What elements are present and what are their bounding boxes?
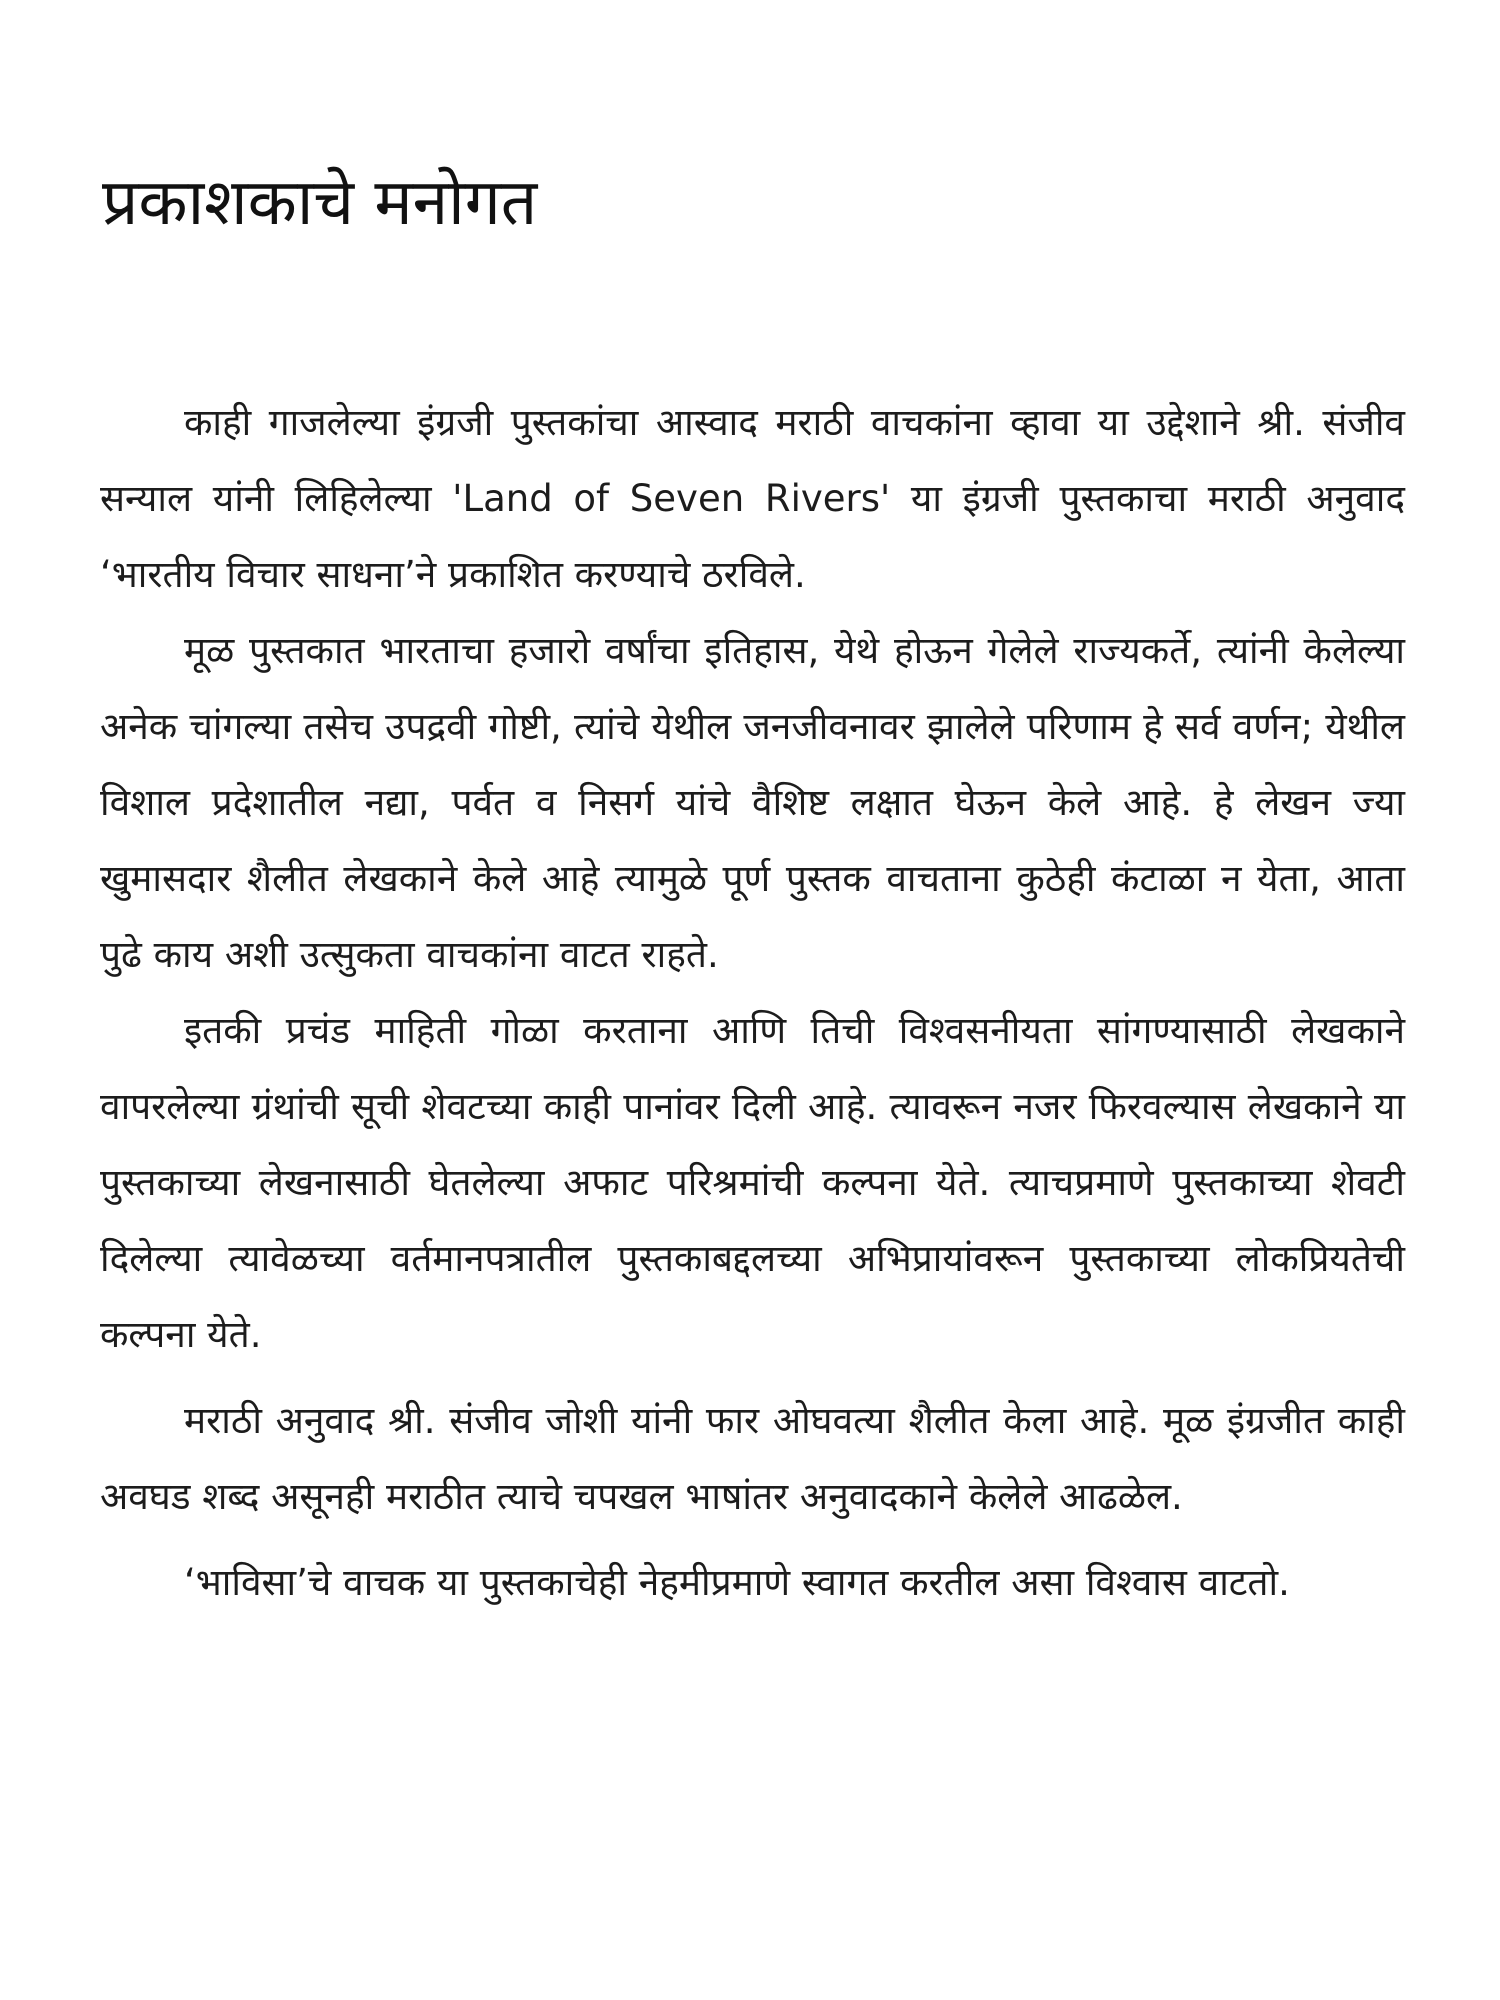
paragraph-4: मराठी अनुवाद श्री. संजीव जोशी यांनी फार ओघवत्या शैलीत केला आहे. मूळ इंग्रजीत काही अवघड शब्द असूनही मराठीत त्याचे चपखल भाषांतर अनुवादकाने केलेले आढळेल. bbox=[100, 1399, 1405, 1518]
page-title: प्रकाशकाचे मनोगत bbox=[102, 166, 538, 240]
paragraph-5: ‘भाविसा’चे वाचक या पुस्तकाचेही नेहमीप्रमाणे स्वागत करतील असा विश्वास वाटतो. bbox=[184, 1561, 1290, 1604]
paragraph-1: काही गाजलेल्या इंग्रजी पुस्तकांचा आस्वाद मराठी वाचकांना व्हावा या उद्देशाने श्री. संजीव सन्याल यांनी लिहिलेल्या 'Land of Seven Rivers' या इंग्रजी पुस्तकाचा मराठी अनुवाद ‘भारतीय विचार साधना’ने प्रकाशित करण्याचे ठरविले. bbox=[100, 401, 1405, 596]
body-text bbox=[100, 385, 1405, 1621]
paragraph-3: इतकी प्रचंड माहिती गोळा करताना आणि तिची विश्वसनीयता सांगण्यासाठी लेखकाने वापरलेल्या ग्रंथांची सूची शेवटच्या काही पानांवर दिली आहे. त्यावरून नजर फिरवल्यास लेखकाने या पुस्तकाच्या लेखनासाठी घेतलेल्या अफाट परिश्रमांची कल्पना येते. त्याचप्रमाणे पुस्तकाच्या शेवटी दिलेल्या त्यावेळच्या वर्तमानपत्रातील पुस्तकाबद्दलच्या अभिप्रायांवरून पुस्तकाच्या लोकप्रियतेची कल्पना येते. bbox=[100, 1009, 1405, 1356]
paragraph-2: मूळ पुस्तकात भारताचा हजारो वर्षांचा इतिहास, येथे होऊन गेलेले राज्यकर्ते, त्यांनी केलेल्या अनेक चांगल्या तसेच उपद्रवी गोष्टी, त्यांचे येथील जनजीवनावर झालेले परिणाम हे सर्व वर्णन; येथील विशाल प्रदेशातील नद्या, पर्वत व निसर्ग यांचे वैशिष्ट लक्षात घेऊन केले आहे. हे लेखन ज्या खुमासदार शैलीत लेखकाने केले आहे त्यामुळे पूर्ण पुस्तक वाचताना कुठेही कंटाळा न येता, आता पुढे काय अशी उत्सुकता वाचकांना वाटत राहते. bbox=[100, 629, 1405, 976]
